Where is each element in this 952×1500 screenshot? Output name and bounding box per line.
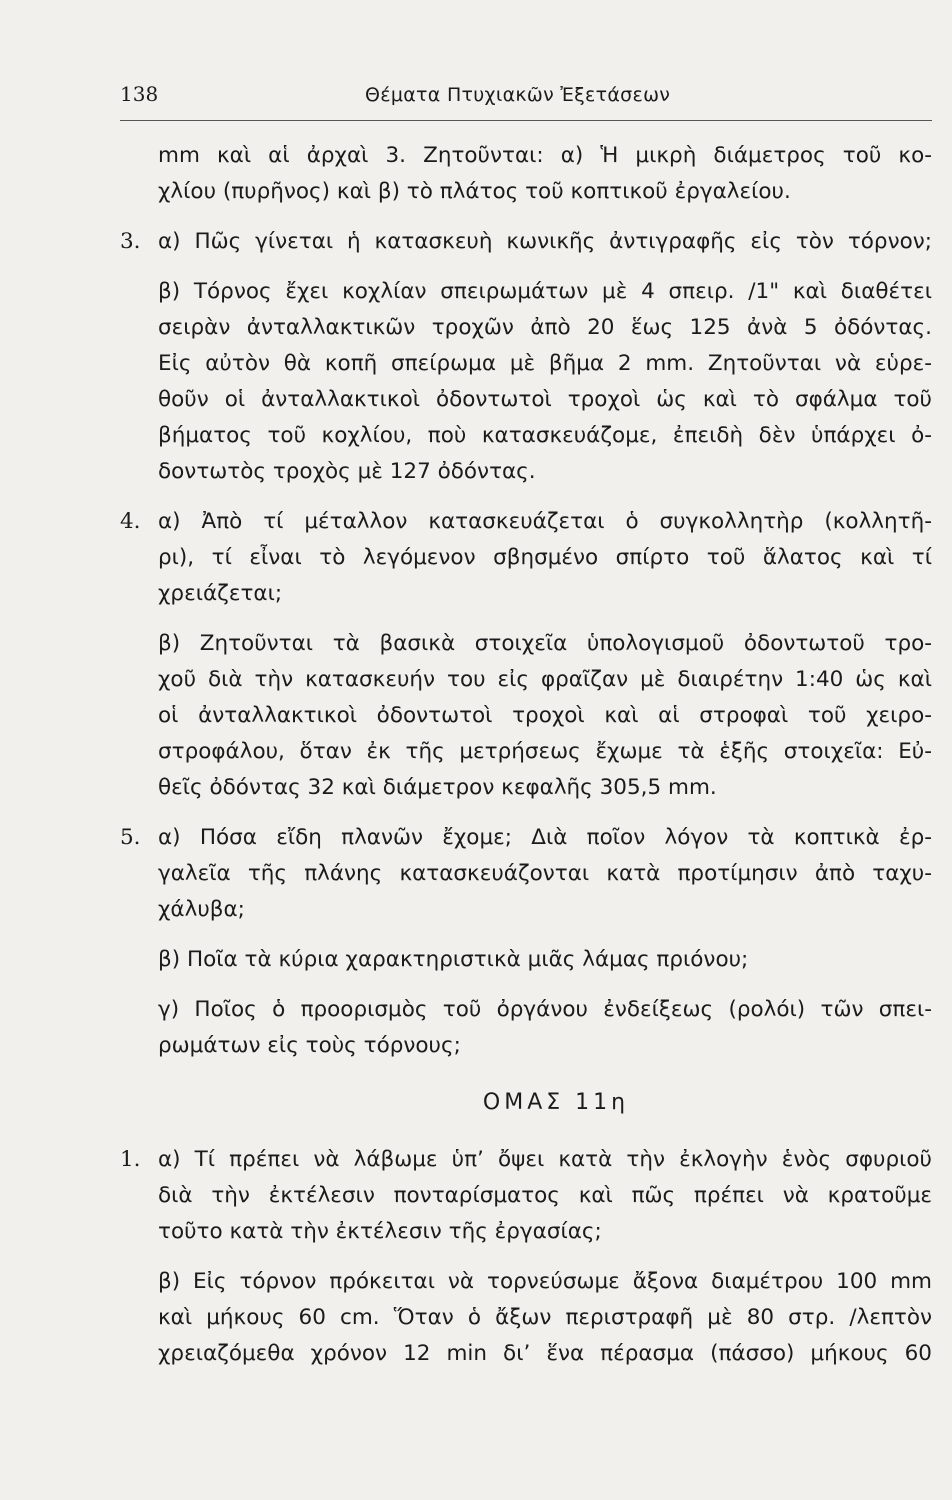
text-line: χρειαζόμεθα χρόνον 12 min δι’ ἕνα πέρασμα (πάσσο) μήκους 60 [158,1341,932,1366]
question-number: 4. [120,509,141,534]
text-line: Εἰς αὐτὸν θὰ κοπῆ σπείρωμα μὲ βῆμα 2 mm. Ζητοῦνται νὰ εὑρε- [158,351,932,376]
text-line: δοντωτὸς τροχὸς μὲ 127 ὀδόντας. [158,459,536,484]
header-rule [120,120,932,121]
text-line: θοῦν οἱ ἀνταλλακτικοὶ ὀδοντωτοὶ τροχοὶ ὡς καὶ τὸ σφάλμα τοῦ [158,387,932,412]
text-line: β) Ζητοῦνται τὰ βασικὰ στοιχεῖα ὑπολογισμοῦ ὀδοντωτοῦ τρο- [158,631,932,656]
text-line: σειρὰν ἀνταλλακτικῶν τροχῶν ἀπὸ 20 ἕως 125 ἀνὰ 5 ὀδόντας. [158,315,932,340]
text-line: ρωμάτων εἰς τοὺς τόρνους; [158,1033,461,1058]
text-line: mm καὶ αἱ ἀρχαὶ 3. Ζητοῦνται: α) Ἡ μικρὴ διάμετρος τοῦ κο- [158,143,932,168]
text-line: χάλυβα; [158,897,245,922]
text-line: ρι), τί εἶναι τὸ λεγόμενον σβησμένο σπίρτο τοῦ ἅλατος καὶ τί [158,545,932,570]
text-line: β) Εἰς τόρνον πρόκειται νὰ τορνεύσωμε ἄξονα διαμέτρου 100 mm [158,1269,932,1294]
question-number: 3. [120,229,141,254]
text-line: β) Τόρνος ἔχει κοχλίαν σπειρωμάτων μὲ 4 σπειρ. /1" καὶ διαθέτει [158,279,932,304]
text-span: α) Πόσα εἴδη πλανῶν ἔχομε; Διὰ ποῖον λόγον τὰ κοπτικὰ ἐρ- [158,825,932,850]
text-line: διὰ τὴν ἐκτέλεσιν πονταρίσματος καὶ πῶς πρέπει νὰ κρατοῦμε [158,1183,932,1208]
body-text [120,138,932,1372]
text-line: οἱ ἀνταλλακτικοὶ ὀδοντωτοὶ τροχοὶ καὶ αἱ στροφαὶ τοῦ χειρο- [158,703,932,728]
page-number: 138 [120,82,159,106]
text-span: α) Ἀπὸ τί μέταλλον κατασκευάζεται ὁ συγκολλητὴρ (κολλητῆ- [158,509,932,534]
text-line: καὶ μήκους 60 cm. Ὅταν ὁ ἄξων περιστραφῆ μὲ 80 στρ. /λεπτὸν [158,1305,932,1330]
text-line: χρειάζεται; [158,581,283,606]
text-line: στροφάλου, ὅταν ἐκ τῆς μετρήσεως ἔχωμε τὰ ἑξῆς στοιχεῖα: Εὐ- [158,739,932,764]
text-line: γ) Ποῖος ὁ προορισμὸς τοῦ ὀργάνου ἐνδείξεως (ρολόι) τῶν σπει- [158,997,932,1022]
running-title: Θέματα Πτυχιακῶν Ἐξετάσεων [365,84,671,106]
text-span: α) Πῶς γίνεται ἡ κατασκευὴ κωνικῆς ἀντιγραφῆς εἰς τὸν τόρνον; [158,229,932,254]
question-number: 1. [120,1147,141,1172]
text-line: χλίου (πυρῆνος) καὶ β) τὸ πλάτος τοῦ κοπτικοῦ ἐργαλείου. [158,179,791,204]
text-line: θεῖς ὀδόντας 32 καὶ διάμετρον κεφαλῆς 305,5 mm. [158,775,717,800]
text-line: τοῦτο κατὰ τὴν ἐκτέλεσιν τῆς ἐργασίας; [158,1219,602,1244]
section-heading: ΟΜΑΣ 11η [482,1090,630,1115]
question-4-line [120,504,932,540]
text-line: γαλεῖα τῆς πλάνης κατασκευάζονται κατὰ προτίμησιν ἀπὸ ταχυ- [158,861,932,886]
question-1-line [120,1142,932,1178]
text-span: α) Τί πρέπει νὰ λάβωμε ὑπ’ ὄψει κατὰ τὴν ἐκλογὴν ἑνὸς σφυριοῦ [158,1147,932,1172]
question-5-line [120,820,932,856]
page-header [120,78,932,114]
question-number: 5. [120,825,141,850]
text-line: χοῦ διὰ τὴν κατασκευήν του εἰς φραῖζαν μὲ διαιρέτην 1:40 ὡς καὶ [158,667,932,692]
text-line: βήματος τοῦ κοχλίου, ποὺ κατασκευάζομε, ἐπειδὴ δὲν ὑπάρχει ὀ- [158,423,932,448]
text-line: β) Ποῖα τὰ κύρια χαρακτηριστικὰ μιᾶς λάμας πριόνου; [158,947,749,972]
question-3-line [120,224,932,260]
